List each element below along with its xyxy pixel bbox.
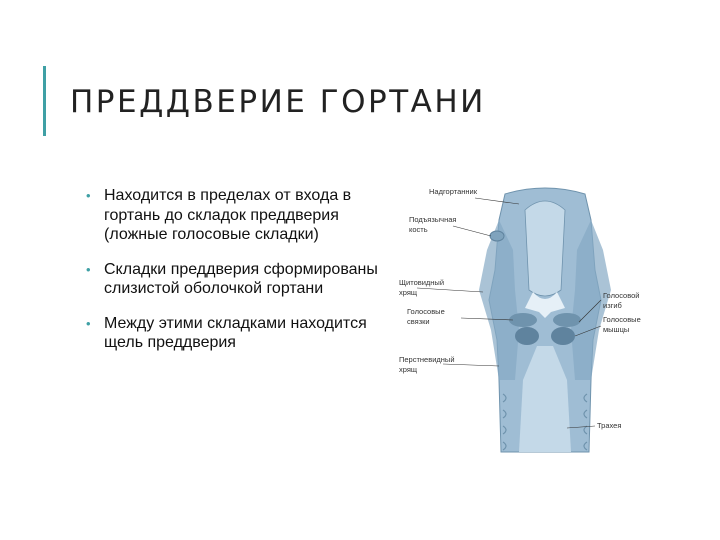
label-vocal-muscles-2: мышцы	[603, 325, 630, 334]
bullet-item	[86, 186, 386, 245]
label-cricoid-1: Перстневидный	[399, 355, 455, 364]
label-vocal-lig-2: связки	[407, 317, 430, 326]
bullet-dot-icon: •	[86, 315, 91, 331]
bullet-item	[86, 260, 386, 299]
label-vocal-bend-2: изгиб	[603, 301, 622, 310]
right-vestibular-fold	[553, 313, 581, 327]
bullet-list	[86, 186, 386, 368]
right-vocal-fold	[551, 327, 575, 345]
larynx-cross-section	[395, 180, 695, 460]
left-vocal-fold	[515, 327, 539, 345]
slide-title: ПРЕДДВЕРИЕ ГОРТАНИ	[70, 84, 486, 120]
label-thyroid-1: Щитовидный	[399, 278, 445, 287]
label-epiglottis: Надгортанник	[429, 187, 477, 196]
leader-cricoid	[443, 364, 499, 366]
bullet-dot-icon: •	[86, 261, 91, 277]
left-vestibular-fold	[509, 313, 537, 327]
label-hyoid-1: Подъязычная	[409, 215, 457, 224]
bullet-text: Между этими складками находится щель преддверия	[104, 314, 367, 351]
label-cricoid-2: хрящ	[399, 365, 418, 374]
leader-thyroid	[417, 288, 483, 292]
label-hyoid-2: кость	[409, 225, 428, 234]
bullet-text: Складки преддверия сформированы слизистой оболочкой гортани	[104, 260, 378, 297]
epiglottis-shape	[525, 201, 565, 296]
hyoid-bone	[490, 231, 504, 241]
bullet-dot-icon: •	[86, 188, 91, 203]
larynx-illustration	[395, 180, 695, 460]
bullet-text: Находится в пределах от входа в гортань до складок преддверия (ложные голосовые складки)	[104, 187, 352, 243]
label-vocal-lig-1: Голосовые	[407, 307, 445, 316]
label-thyroid-2: хрящ	[399, 288, 418, 297]
label-trachea: Трахея	[597, 421, 622, 430]
title-accent-bar	[43, 66, 46, 136]
label-vocal-bend-1: Голосовой	[603, 291, 640, 300]
leader-hyoid	[453, 226, 491, 236]
bullet-item	[86, 314, 386, 353]
label-vocal-muscles-1: Голосовые	[603, 315, 641, 324]
